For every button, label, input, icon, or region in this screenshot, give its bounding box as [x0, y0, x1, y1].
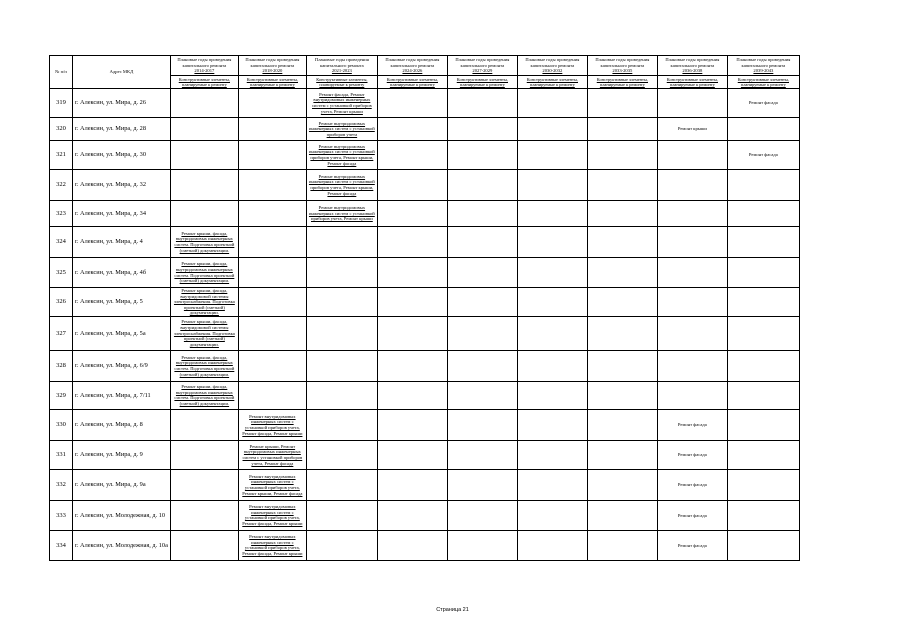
- repair-cell: [306, 118, 377, 141]
- repair-cell: [587, 227, 657, 258]
- repair-cell: [170, 469, 238, 500]
- row-number: 323: [50, 201, 73, 227]
- repair-cell: [306, 469, 377, 500]
- repair-cell: [657, 350, 727, 381]
- column-subheader-elements: Конструктивные элементы, планируемые к ремонту: [587, 76, 657, 89]
- period-years: 2033-2035: [612, 68, 633, 74]
- repair-cell: [657, 141, 727, 170]
- repair-text: Ремонт внутридомовых инженерных систем с установкой приборов учета, Ремонт крыши, Ремонт фасада: [308, 143, 375, 166]
- repair-cell: [306, 170, 377, 201]
- repair-text: Ремонт крыши, Ремонт внутридомовых инженерных систем с установкой приборов учета, Ремонт фасада: [242, 443, 303, 466]
- period-title: Плановые годы проведения капитального ремонта: [245, 57, 300, 68]
- repair-cell: [170, 258, 238, 288]
- column-header-period: [377, 56, 447, 76]
- repair-cell: [587, 409, 657, 440]
- repair-cell: [727, 118, 799, 141]
- repair-cell: [727, 227, 799, 258]
- repair-text: Ремонт крыши, фасада, внутридомовых инженерных систем. Подготовка проектной (сметной) документации.: [174, 261, 235, 284]
- period-title: Плановые годы проведения капитального ремонта: [455, 57, 510, 68]
- repair-cell: [238, 381, 306, 409]
- repair-cell: [238, 118, 306, 141]
- column-header-period: [657, 56, 727, 76]
- repair-cell: [170, 409, 238, 440]
- repair-cell: [170, 500, 238, 530]
- repair-cell: [238, 440, 306, 469]
- repair-cell: [727, 201, 799, 227]
- repair-cell: [587, 530, 657, 560]
- column-header-period: [170, 56, 238, 76]
- column-subheader-elements: Конструктивные элементы, планируемые к ремонту: [447, 76, 517, 89]
- repair-cell: [170, 440, 238, 469]
- repair-cell: [517, 350, 587, 381]
- period-years: 2014-2017: [194, 68, 215, 74]
- period-years: 2030-2032: [542, 68, 563, 74]
- repair-cell: [587, 350, 657, 381]
- column-header-period: [587, 56, 657, 76]
- table-body: [50, 89, 800, 561]
- row-number: 325: [50, 258, 73, 288]
- repair-cell: [727, 350, 799, 381]
- repair-cell: [306, 227, 377, 258]
- repair-cell: [657, 409, 727, 440]
- period-title: Плановые годы проведения капитального ремонта: [385, 57, 440, 68]
- repair-cell: [238, 201, 306, 227]
- repair-text: Ремонт фасада: [748, 100, 778, 106]
- column-subheader-elements: Конструктивные элементы, планируемые к ремонту: [517, 76, 587, 89]
- repair-text: Ремонт фасада: [677, 452, 707, 458]
- repair-cell: [377, 530, 447, 560]
- repair-cell: [517, 258, 587, 288]
- repair-cell: [447, 500, 517, 530]
- period-title: Плановые годы проведения капитального ремонта: [665, 57, 720, 68]
- row-number: 328: [50, 350, 73, 381]
- repair-cell: [447, 409, 517, 440]
- repair-cell: [238, 170, 306, 201]
- row-number: 327: [50, 316, 73, 350]
- period-years: 2018-2020: [262, 68, 283, 74]
- row-address: г. Алексин, ул. Мира, д. 4б: [73, 258, 171, 288]
- table-row: [50, 170, 800, 201]
- repair-cell: [587, 440, 657, 469]
- table-row: [50, 118, 800, 141]
- repair-cell: [238, 89, 306, 118]
- row-address: г. Алексин, ул. Мира, д. 9: [73, 440, 171, 469]
- table-header-row: [50, 56, 800, 76]
- repair-cell: [238, 500, 306, 530]
- row-address: г. Алексин, ул. Мира, д. 8: [73, 409, 171, 440]
- repair-cell: [447, 350, 517, 381]
- column-subheader-elements: Конструктивные элементы, планируемые к ремонту: [377, 76, 447, 89]
- repair-cell: [447, 469, 517, 500]
- row-number: 334: [50, 530, 73, 560]
- row-number: 333: [50, 500, 73, 530]
- row-address: г. Алексин, ул. Мира, д. 5а: [73, 316, 171, 350]
- repair-cell: [517, 89, 587, 118]
- repair-cell: [306, 288, 377, 317]
- table-row: [50, 350, 800, 381]
- repair-text: Ремонт внутридомовых инженерных систем с установкой приборов учета: [308, 120, 375, 137]
- repair-cell: [170, 381, 238, 409]
- repair-cell: [447, 288, 517, 317]
- row-address: г. Алексин, ул. Мира, д. 5: [73, 288, 171, 317]
- table-row: [50, 530, 800, 560]
- repair-cell: [170, 170, 238, 201]
- repair-cell: [727, 440, 799, 469]
- repair-cell: [306, 440, 377, 469]
- repair-cell: [170, 201, 238, 227]
- repair-cell: [306, 141, 377, 170]
- repair-cell: [657, 316, 727, 350]
- repair-cell: [377, 201, 447, 227]
- repair-text: Ремонт внутридомовых инженерных систем с установкой приборов учета, Ремонт фасада, Ремонт крыши: [242, 504, 303, 527]
- column-subheader-elements: Конструктивные элементы, планируемые к ремонту: [306, 76, 377, 89]
- repair-cell: [306, 530, 377, 560]
- column-subheader-elements: Конструктивные элементы, планируемые к ремонту: [170, 76, 238, 89]
- column-header-period: [727, 56, 799, 76]
- repair-cell: [587, 170, 657, 201]
- column-header-period: [517, 56, 587, 76]
- table-row: [50, 141, 800, 170]
- repair-cell: [170, 118, 238, 141]
- table-row: [50, 288, 800, 317]
- repair-text: Ремонт фасада: [677, 512, 707, 518]
- row-number: 319: [50, 89, 73, 118]
- repair-cell: [657, 530, 727, 560]
- period-years: 2036-2038: [682, 68, 703, 74]
- repair-cell: [587, 89, 657, 118]
- repair-text: Ремонт фасада: [677, 482, 707, 488]
- row-address: г. Алексин, ул. Молодежная, д. 10а: [73, 530, 171, 560]
- repair-cell: [377, 89, 447, 118]
- row-address: г. Алексин, ул. Мира, д. 28: [73, 118, 171, 141]
- repair-cell: [657, 440, 727, 469]
- period-years: 2024-2026: [402, 68, 423, 74]
- repair-cell: [447, 258, 517, 288]
- column-header-period: [306, 56, 377, 76]
- repair-text: Ремонт фасада: [677, 422, 707, 428]
- repair-cell: [657, 118, 727, 141]
- repair-cell: [447, 381, 517, 409]
- repair-cell: [377, 500, 447, 530]
- repair-cell: [377, 227, 447, 258]
- repair-cell: [587, 500, 657, 530]
- repair-cell: [306, 350, 377, 381]
- repair-cell: [170, 530, 238, 560]
- repair-cell: [587, 288, 657, 317]
- row-number: 330: [50, 409, 73, 440]
- row-address: г. Алексин, ул. Мира, д. 34: [73, 201, 171, 227]
- repair-cell: [306, 500, 377, 530]
- row-number: 322: [50, 170, 73, 201]
- repair-cell: [377, 141, 447, 170]
- repair-cell: [306, 201, 377, 227]
- row-number: 332: [50, 469, 73, 500]
- repair-cell: [377, 170, 447, 201]
- repair-cell: [238, 141, 306, 170]
- repair-text: Ремонт крыши, фасада, внутридомовых инженерных систем. Подготовка проектной (сметной) документации.: [174, 230, 235, 253]
- repair-cell: [517, 170, 587, 201]
- repair-cell: [727, 469, 799, 500]
- table-row: [50, 381, 800, 409]
- row-address: г. Алексин, ул. Мира, д. 9а: [73, 469, 171, 500]
- column-subheader-elements: Конструктивные элементы, планируемые к ремонту: [657, 76, 727, 89]
- repair-cell: [170, 141, 238, 170]
- repair-cell: [727, 316, 799, 350]
- repair-text: Ремонт внутридомовых инженерных систем с установкой приборов учета, Ремонт крыши, Ремонт фасада: [308, 173, 375, 196]
- repair-cell: [587, 201, 657, 227]
- row-number: 324: [50, 227, 73, 258]
- repair-text: Ремонт крыши, фасада, внутридомовой системы электроснабжения. Подготовка проектной (сметной) документации.: [173, 288, 235, 316]
- row-address: г. Алексин, ул. Мира, д. 4: [73, 227, 171, 258]
- row-number: 321: [50, 141, 73, 170]
- table-row: [50, 201, 800, 227]
- repair-cell: [447, 170, 517, 201]
- period-title: Плановые годы проведения капитального ремонта: [595, 57, 650, 68]
- repair-cell: [587, 381, 657, 409]
- row-address: г. Алексин, ул. Мира, д. 7/11: [73, 381, 171, 409]
- repair-text: Ремонт фасада, Ремонт внутридомовых инженерных систем с установкой приборов учета, Ремонт крыши: [312, 91, 372, 114]
- period-title: Плановые годы проведения капитального ремонта: [314, 57, 369, 68]
- page-number: Страница 21: [436, 607, 469, 613]
- repair-cell: [238, 316, 306, 350]
- row-address: г. Алексин, ул. Мира, д. 6/9: [73, 350, 171, 381]
- row-number: 329: [50, 381, 73, 409]
- repair-cell: [517, 118, 587, 141]
- repair-cell: [306, 258, 377, 288]
- repair-cell: [170, 89, 238, 118]
- repair-cell: [657, 170, 727, 201]
- repair-cell: [447, 316, 517, 350]
- repair-cell: [238, 469, 306, 500]
- repair-cell: [727, 381, 799, 409]
- period-years: 2021-2023: [331, 68, 352, 74]
- repair-cell: [517, 141, 587, 170]
- column-header-period: [447, 56, 517, 76]
- repair-text: Ремонт внутридомовых инженерных систем с установкой приборов учета, Ремонт фасада, Ремонт крыши: [242, 534, 303, 557]
- column-subheader-elements: Конструктивные элементы, планируемые к ремонту: [727, 76, 799, 89]
- repair-cell: [517, 227, 587, 258]
- repair-text: Ремонт крыши, фасада, внутридомовой системы электроснабжения. Подготовка проектной (сметной) документации.: [173, 319, 235, 347]
- repair-cell: [447, 530, 517, 560]
- repair-cell: [517, 316, 587, 350]
- repair-cell: [727, 89, 799, 118]
- repair-cell: [727, 530, 799, 560]
- repair-cell: [657, 288, 727, 317]
- row-address: г. Алексин, ул. Мира, д. 30: [73, 141, 171, 170]
- repair-text: Ремонт внутридомовых инженерных систем с установкой приборов учета, Ремонт крыши: [308, 205, 375, 222]
- repair-cell: [517, 288, 587, 317]
- repair-cell: [238, 350, 306, 381]
- repair-cell: [657, 227, 727, 258]
- repair-schedule-table: [49, 55, 800, 561]
- repair-cell: [306, 381, 377, 409]
- repair-cell: [306, 89, 377, 118]
- repair-cell: [727, 500, 799, 530]
- repair-cell: [170, 288, 238, 317]
- repair-cell: [727, 258, 799, 288]
- repair-cell: [587, 316, 657, 350]
- column-header-period: [238, 56, 306, 76]
- repair-cell: [587, 118, 657, 141]
- repair-text: Ремонт внутридомовых инженерных систем с установкой приборов учета, Ремонт крыши, Ремонт фасада: [242, 473, 303, 496]
- repair-cell: [517, 500, 587, 530]
- repair-cell: [727, 170, 799, 201]
- repair-cell: [306, 316, 377, 350]
- repair-cell: [517, 440, 587, 469]
- repair-cell: [517, 409, 587, 440]
- repair-cell: [447, 440, 517, 469]
- repair-cell: [170, 227, 238, 258]
- column-header-address: Адрес МКД: [73, 56, 171, 89]
- row-address: г. Алексин, ул. Молодежная, д. 10: [73, 500, 171, 530]
- repair-cell: [657, 201, 727, 227]
- column-subheader-elements: Конструктивные элементы, планируемые к ремонту: [238, 76, 306, 89]
- repair-cell: [587, 469, 657, 500]
- row-number: 331: [50, 440, 73, 469]
- repair-cell: [657, 381, 727, 409]
- repair-cell: [306, 409, 377, 440]
- repair-text: Ремонт фасада: [748, 152, 778, 158]
- repair-text: Ремонт фасада: [677, 542, 707, 548]
- repair-cell: [447, 89, 517, 118]
- repair-cell: [447, 227, 517, 258]
- repair-cell: [377, 288, 447, 317]
- repair-cell: [377, 409, 447, 440]
- period-years: 2039-2043: [753, 68, 774, 74]
- table-row: [50, 409, 800, 440]
- repair-cell: [657, 500, 727, 530]
- table-row: [50, 500, 800, 530]
- repair-cell: [587, 258, 657, 288]
- table-row: [50, 227, 800, 258]
- period-title: Плановые годы проведения капитального ремонта: [177, 57, 232, 68]
- repair-cell: [238, 258, 306, 288]
- repair-cell: [238, 409, 306, 440]
- period-years: 2027-2029: [472, 68, 493, 74]
- repair-text: Ремонт внутридомовых инженерных систем с установкой приборов учета, Ремонт фасада, Ремонт крыши: [242, 413, 303, 436]
- repair-cell: [727, 409, 799, 440]
- repair-cell: [517, 469, 587, 500]
- repair-cell: [238, 227, 306, 258]
- repair-cell: [238, 288, 306, 317]
- repair-cell: [657, 258, 727, 288]
- row-number: 326: [50, 288, 73, 317]
- repair-cell: [517, 381, 587, 409]
- row-address: г. Алексин, ул. Мира, д. 32: [73, 170, 171, 201]
- repair-text: Ремонт крыши, фасада, внутридомовых инженерных систем. Подготовка проектной (сметной) документации.: [174, 384, 235, 407]
- repair-cell: [447, 141, 517, 170]
- repair-cell: [377, 118, 447, 141]
- repair-cell: [447, 201, 517, 227]
- repair-cell: [170, 316, 238, 350]
- period-title: Плановые годы проведения капитального ремонта: [736, 57, 791, 68]
- repair-cell: [377, 440, 447, 469]
- repair-cell: [657, 469, 727, 500]
- table-row: [50, 89, 800, 118]
- repair-cell: [377, 381, 447, 409]
- table-row: [50, 469, 800, 500]
- column-header-num: № п/п: [50, 56, 73, 89]
- repair-cell: [377, 469, 447, 500]
- repair-cell: [727, 288, 799, 317]
- period-title: Плановые годы проведения капитального ремонта: [525, 57, 580, 68]
- repair-cell: [377, 350, 447, 381]
- table-row: [50, 440, 800, 469]
- table-row: [50, 316, 800, 350]
- repair-cell: [517, 530, 587, 560]
- repair-cell: [238, 530, 306, 560]
- row-number: 320: [50, 118, 73, 141]
- repair-cell: [447, 118, 517, 141]
- repair-cell: [377, 258, 447, 288]
- repair-cell: [727, 141, 799, 170]
- repair-cell: [587, 141, 657, 170]
- repair-text: Ремонт крыши: [677, 126, 707, 132]
- repair-cell: [377, 316, 447, 350]
- repair-text: Ремонт крыши, фасада, внутридомовых инженерных систем. Подготовка проектной (сметной) документации.: [174, 354, 235, 377]
- repair-cell: [170, 350, 238, 381]
- repair-cell: [517, 201, 587, 227]
- repair-cell: [657, 89, 727, 118]
- table-row: [50, 258, 800, 288]
- row-address: г. Алексин, ул. Мира, д. 26: [73, 89, 171, 118]
